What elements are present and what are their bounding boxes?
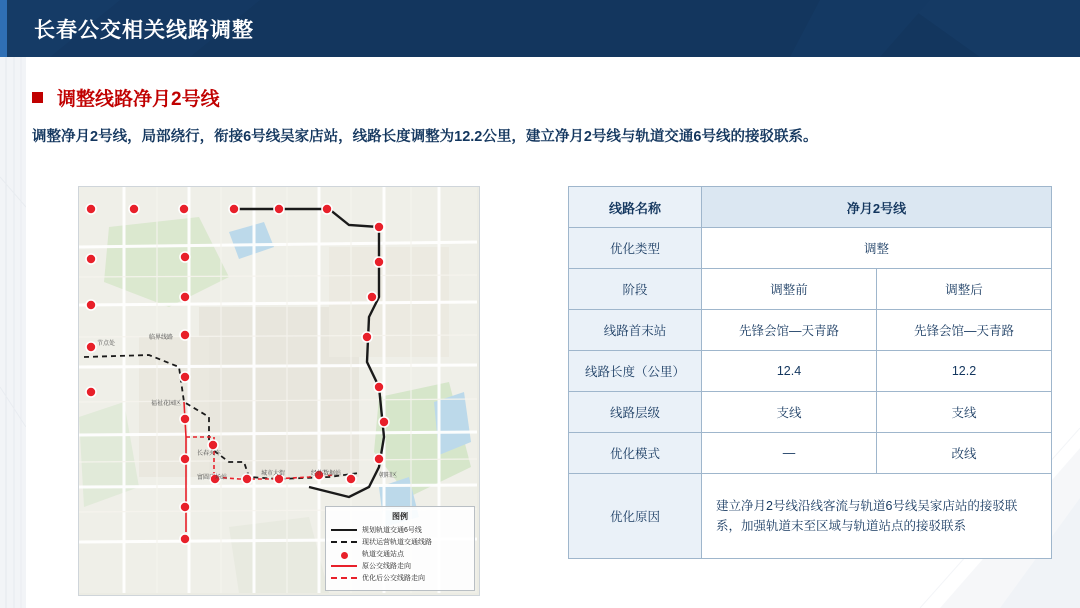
svg-text:长春火车: 长春火车	[197, 451, 222, 457]
row-value-after: 先锋会馆—天青路	[877, 310, 1052, 351]
row-label: 优化原因	[569, 474, 702, 559]
row-label: 线路层级	[569, 392, 702, 433]
table-row	[569, 474, 1052, 559]
row-label: 线路长度（公里）	[569, 351, 702, 392]
row-value: 调整	[702, 228, 1052, 269]
row-label: 优化类型	[569, 228, 702, 269]
table-row	[569, 187, 1052, 228]
legend-item	[331, 525, 469, 535]
legend-item-label: 优化后公交线路走向	[362, 575, 425, 582]
row-value-before: —	[702, 433, 877, 474]
row-value: 净月2号线	[702, 187, 1052, 228]
legend-item	[331, 561, 469, 571]
section-heading	[32, 84, 220, 111]
left-decoration-strip	[0, 57, 26, 608]
row-value-after: 改线	[877, 433, 1052, 474]
route-info-table	[568, 186, 1052, 559]
legend-item	[331, 549, 469, 559]
legend-item-label: 规划轨道交通6号线	[362, 527, 422, 534]
legend-item	[331, 537, 469, 547]
row-label: 优化模式	[569, 433, 702, 474]
row-label: 阶段	[569, 269, 702, 310]
rail-station-dot-icon	[331, 550, 357, 558]
row-label: 线路首末站	[569, 310, 702, 351]
row-value-before: 支线	[702, 392, 877, 433]
row-value-before: 12.4	[702, 351, 877, 392]
legend-item	[331, 573, 469, 583]
existing-rail-line-icon	[331, 538, 357, 546]
table-row	[569, 310, 1052, 351]
row-value-before: 先锋会馆—天青路	[702, 310, 877, 351]
row-value-after: 12.2	[877, 351, 1052, 392]
row-value-before: 调整前	[702, 269, 877, 310]
slide-header	[0, 0, 1080, 57]
table-row	[569, 392, 1052, 433]
row-label: 线路名称	[569, 187, 702, 228]
svg-text:朝阳区: 朝阳区	[379, 473, 398, 479]
table-row	[569, 228, 1052, 269]
svg-text:节点处: 节点处	[97, 341, 116, 347]
svg-text:城市大街: 城市大街	[261, 471, 286, 477]
route-map[interactable]	[78, 186, 480, 596]
table-row	[569, 269, 1052, 310]
section-title: 调整线路净月2号线	[57, 89, 220, 110]
table-row	[569, 433, 1052, 474]
legend-item-label: 原公交线路走向	[362, 563, 411, 570]
row-value: 建立净月2号线沿线客流与轨道6号线吴家店站的接驳联系，加强轨道末至区域与轨道站点的接驳联系	[702, 474, 1052, 559]
map-legend	[325, 506, 475, 591]
svg-text:富圆广场站: 富圆广场站	[197, 475, 228, 481]
legend-item-label: 现状运营轨道交通线路	[362, 539, 432, 546]
optimized-bus-route-icon	[331, 574, 357, 582]
description-paragraph: 调整净月2号线，局部绕行，衔接6号线吴家店站，线路长度调整为12.2公里，建立净月2号线与轨道交通6号线的接驳联系。	[32, 129, 818, 145]
svg-text:经纬数据站: 经纬数据站	[311, 471, 342, 477]
page-title: 长春公交相关线路调整	[34, 19, 254, 42]
legend-title: 图例	[392, 512, 408, 521]
header-accent-bar	[0, 0, 7, 57]
bullet-square-icon	[32, 92, 43, 103]
svg-text:临界线路: 临界线路	[149, 335, 174, 341]
legend-item-label: 轨道交通站点	[362, 551, 404, 558]
original-bus-route-icon	[331, 562, 357, 570]
left-strip-lines	[0, 57, 26, 608]
planned-rail-line-icon	[331, 526, 357, 534]
svg-text:福祉花园区: 福祉花园区	[151, 401, 182, 407]
row-value-after: 支线	[877, 392, 1052, 433]
row-value-after: 调整后	[877, 269, 1052, 310]
table-row	[569, 351, 1052, 392]
